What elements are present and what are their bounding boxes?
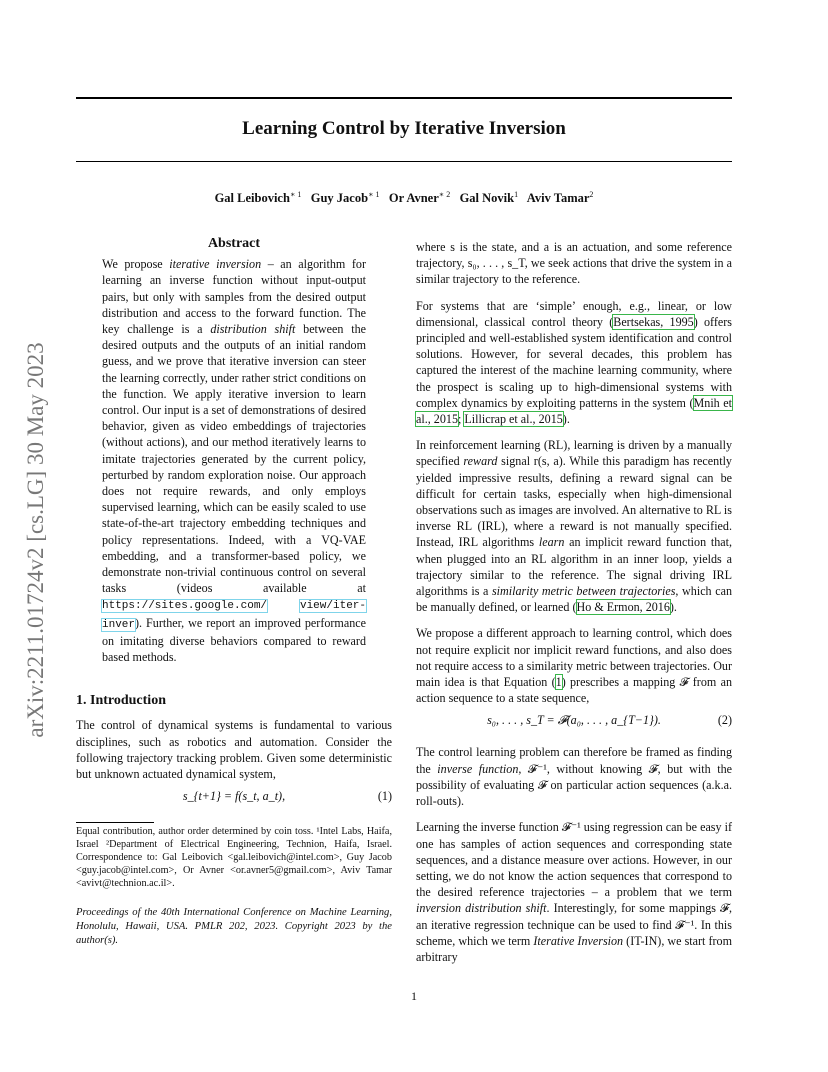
intro-paragraph: The control of dynamical systems is fundamental to various disciplines, such as robotics and automation. Consider the following trajectory tracking problem. Given some deterministic but unknown actuated dynamical system, xyxy=(76,718,392,782)
title-rule xyxy=(76,161,732,162)
citation-link[interactable]: Mnih et al., 2015 xyxy=(416,395,732,427)
text: The control learning problem can therefore be framed as finding the xyxy=(416,745,732,776)
abstract-text: – an algorithm for learning an inverse function without input-output pairs, but only with samples from the desired output distribution and access to the forward function. The key challenge is a xyxy=(102,257,366,337)
paragraph xyxy=(416,744,732,809)
text: For systems that are ‘simple’ enough, e.g., linear, or low dimensional, classical control theory ( xyxy=(416,298,732,329)
emphasis: similarity metric between trajectories xyxy=(491,584,676,599)
left-column xyxy=(76,236,392,948)
paragraph xyxy=(416,625,732,706)
paragraph xyxy=(416,437,732,615)
abstract-emphasis: distribution shift xyxy=(210,322,296,337)
arxiv-id: arXiv:2211.01724v2 [cs.LG] 30 May 2023 xyxy=(23,342,48,738)
text: (IT-IN), we start from arbitrary xyxy=(416,933,732,964)
emphasis: Iterative Inversion xyxy=(533,933,624,948)
footnote: Equal contribution, author order determined by coin toss. ¹Intel Labs, Haifa, Israel ²Department of Electrical Engineering, Technion, Haifa, Israel. Correspondence to: Gal Leibovich <gal.leibovich@intel.com>, Guy Jacob <guy.jacob@intel.com>, Or Avner <or.avner5@gmail.com>, Aviv Tamar <avivt@technion.ac.il>. xyxy=(76,826,392,890)
page-number: 1 xyxy=(411,989,417,1003)
author: Guy Jacob xyxy=(310,191,369,206)
author: Or Avner xyxy=(388,191,439,206)
abstract-text: ). Further, we report an improved performance on imitating diverse behaviors compared to reward based methods. xyxy=(102,615,366,665)
emphasis: reward xyxy=(463,454,498,469)
abstract-body xyxy=(102,256,366,665)
equation-1 xyxy=(76,788,392,812)
abstract-text: between the desired outputs and the outputs of an initial random guess, and we prove that iterative inversion can steer the learning correctly, under rather strict conditions on the function. We apply iterative inversion to learn control. Our input is a set of demonstrations of desired behavior, given as video embeddings of trajectories (without actions), and our method iteratively learns to imitate trajectories generated by the current policy, perturbed by random exploration noise. Our approach does not require rewards, and only employs supervised learning, which can be easily scaled to use state-of-the-art trajectory embedding techniques and policy representations. Indeed, with a VQ-VAE embedding, and a transformer-based policy, we demonstrate non-trivial continuous control on several tasks (videos available at xyxy=(102,322,366,596)
paper-title: Learning Control by Iterative Inversion xyxy=(242,118,566,139)
affiliation-mark: ∗ 1 xyxy=(289,190,302,199)
equation-number: (2) xyxy=(717,713,732,728)
paragraph: For systems that are ‘simple’ enough, e.g., linear, or low dimensional, classical control theory (Bertsekas, 1995) offers principled and well-established system identification and control solutions. However, for several decades, this problem has captured the interest of the machine learning community, where the prospect is scaling up to high-dimensional systems with complex dynamics by exploiting patterns in the system (Mnih et al., 2015; Lillicrap et al., 2015). xyxy=(416,298,732,427)
text: an implicit reward function that, when plugged into an RL algorithm in an inner loop, yields a trajectory similar to the reference. The signal driving IRL algorithms is a xyxy=(416,535,732,599)
text: ) offers principled and well-established system identification and control solutions. However, for several decades, this problem has captured the interest of the machine learning community, where the prospect is scaling up to high-dimensional systems with complex dynamics by exploiting patterns in the system ( xyxy=(416,314,732,410)
right-column xyxy=(416,239,732,975)
citation-link[interactable]: Ho & Ermon, 2016 xyxy=(576,600,670,615)
affiliation-mark: 1 xyxy=(514,190,519,199)
author: Gal Novik xyxy=(459,191,515,206)
project-url-link[interactable]: https://sites.google.com/ xyxy=(102,600,268,613)
text: , 𝓕⁻¹, without knowing 𝓕, but with the possibility of evaluating 𝓕 on particular action sequences (a.k.a. roll-outs). xyxy=(416,761,732,809)
citation-link[interactable]: Bertsekas, 1995 xyxy=(613,314,694,329)
intro-heading: 1. Introduction xyxy=(76,693,166,709)
proceedings-note: Proceedings of the 40th International Conference on Machine Learning, Honolulu, Hawaii, USA. PMLR 202, 2023. Copyright 2023 by the author(s). xyxy=(76,907,392,947)
equation-2 xyxy=(416,712,732,736)
text: Learning the inverse function 𝓕⁻¹ using regression can be easy if one has samples of action sequences and corresponding state sequences, and a distance measure over actions. However, in our setting, we do not know the action sequences that correspond to the desired reference trajectories – a problem that we term xyxy=(416,820,732,900)
citation-link[interactable]: Lillicrap et al., 2015 xyxy=(464,412,563,427)
affiliation-mark: 2 xyxy=(589,190,594,199)
top-rule xyxy=(76,97,732,99)
arxiv-sidebar xyxy=(20,330,52,750)
equation-expr: s₀, . . . , s_T = 𝓕(a₀, . . . , a_{T−1}). xyxy=(487,713,661,728)
text: In reinforcement learning (RL), learning is driven by a manually specified xyxy=(416,438,732,469)
text: , which can be manually defined, or learned ( xyxy=(416,584,732,615)
equation-expr: s_{t+1} = f(s_t, a_t), xyxy=(182,789,286,804)
equation-ref-link[interactable]: 1 xyxy=(555,675,562,690)
abstract-emphasis: iterative inversion xyxy=(169,257,262,272)
text: signal r(s, a). While this paradigm has recently yielded impressive results, defining a reward signal can be difficult for certain tasks, especially when high-dimensional observations such as images are involved. An alternative to RL is inverse RL (IRL), where a reward is not manually specified. Instead, IRL algorithms xyxy=(416,454,732,550)
affiliation-mark: ∗ 2 xyxy=(438,190,451,199)
text: ) prescribes a mapping 𝓕 from an action sequence to a state sequence, xyxy=(416,675,732,706)
author: Aviv Tamar xyxy=(526,191,590,206)
author-list xyxy=(76,190,732,206)
text: We propose a different approach to learning control, which does not require explicit nor implicit reward functions, and also does not require access to a similarity metric between trajectories. Our main idea is that Equation ( xyxy=(416,626,732,690)
emphasis: inverse function xyxy=(437,761,519,776)
emphasis: learn xyxy=(538,535,565,550)
equation-number: (1) xyxy=(377,789,392,804)
affiliation-mark: ∗ 1 xyxy=(368,190,380,199)
author: Gal Leibovich xyxy=(214,191,290,206)
text: . Interestingly, for some mappings 𝓕, an iterative regression technique can be used to find 𝓕⁻¹. In this scheme, which we term xyxy=(416,901,732,948)
project-url-link-cont[interactable]: view/iter-inver xyxy=(102,600,366,631)
paragraph xyxy=(416,819,732,965)
abstract-heading: Abstract xyxy=(207,236,261,251)
emphasis: inversion distribution shift xyxy=(416,901,547,916)
text: ). xyxy=(562,412,570,427)
abstract-text: We propose xyxy=(102,257,170,272)
footnote-rule xyxy=(76,822,154,823)
text: ). xyxy=(669,600,677,615)
paragraph: where s is the state, and a is an actuation, and some reference trajectory, s₀, . . . , s_T, we seek actions that drive the system in a similar trajectory to the reference. xyxy=(416,240,732,287)
